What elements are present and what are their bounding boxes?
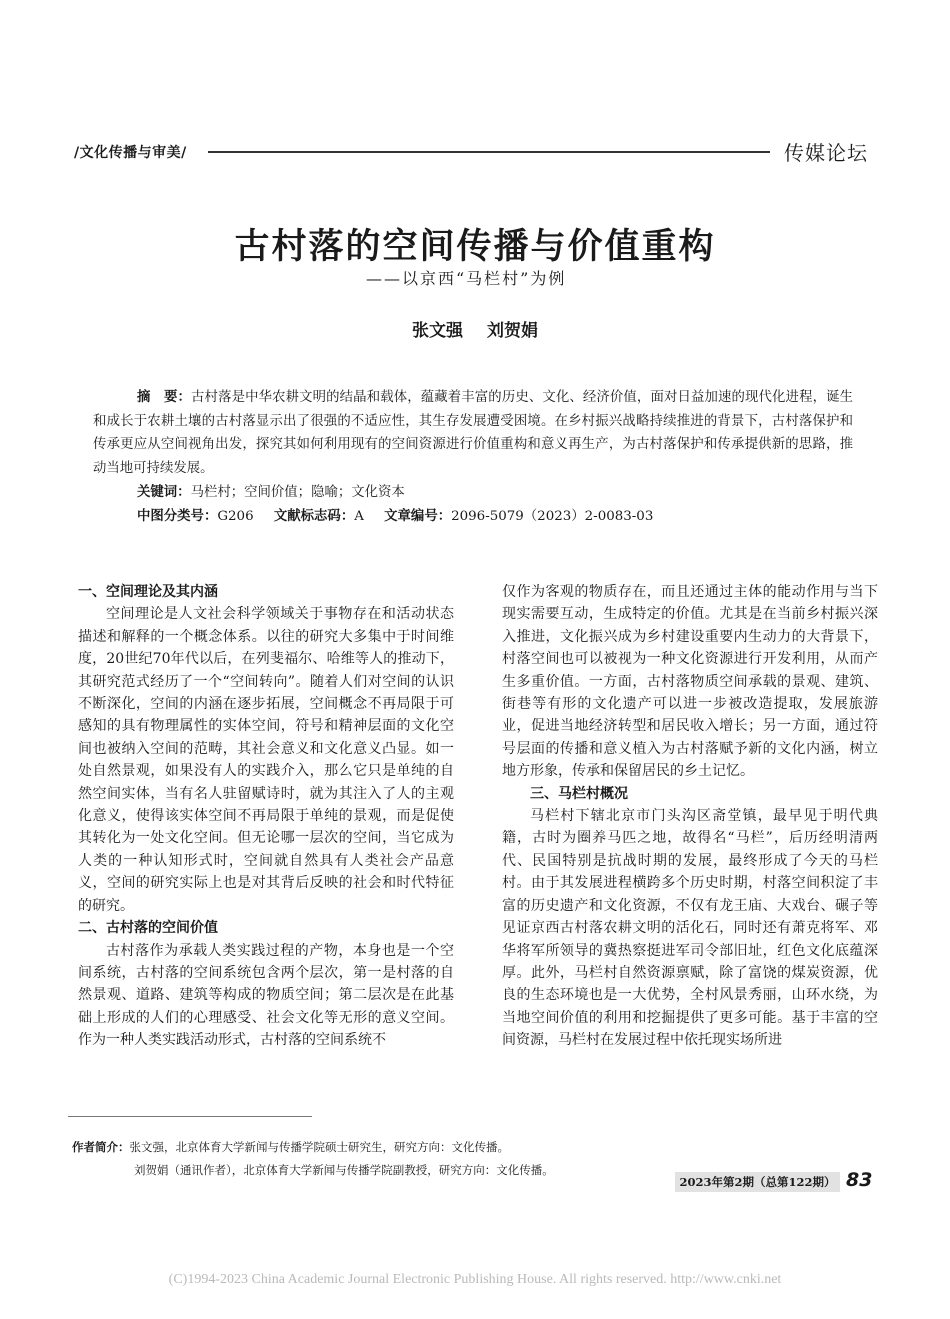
section-heading-1: 一、空间理论及其内涵: [78, 584, 218, 600]
abstract: [93, 386, 853, 480]
article-number-value: 2096-5079（2023）2-0083-03: [451, 509, 654, 524]
abstract-text: 古村落是中华农耕文明的结晶和载体，蕴藏着丰富的历史、文化、经济价值，面对日益加速的现代化进程，诞生和成长于农耕土壤的古村落显示出了很强的不适应性，其生存发展遭受困境。在乡村振兴战略持续推进的背景下，古村落保护和传承更应从空间视角出发，探究其如何利用现有的空间资源进行价值重构和意义再生产，为古村落保护和传承提供新的思路，推动当地可持续发展。: [93, 390, 853, 476]
paragraph-2-continued: 仅作为客观的物质存在，而且还通过主体的能动作用与当下现实需要互动，生成特定的价值。尤其是在当前乡村振兴深入推进，文化振兴成为乡村建设重要内生动力的大背景下，村落空间也可以被视为一种文化资源进行开发利用，从而产生多重价值。一方面，古村落物质空间承载的景观、建筑、街巷等有形的文化遗产可以进一步被改造提取，发展旅游业，促进当地经济转型和居民收入增长；另一方面，通过符号层面的传播和意义植入为古村落赋予新的文化内涵，树立地方形象，传承和保留居民的乡土记忆。: [502, 584, 878, 780]
classification: [137, 505, 653, 524]
article-subtitle: ——以京西“马栏村”为例: [366, 269, 567, 288]
author-notes: [72, 1136, 554, 1182]
clc-label: 中图分类号：: [137, 509, 218, 524]
abstract-label: 摘 要：: [137, 390, 192, 405]
keywords-text: 马栏村；空间价值；隐喻；文化资本: [190, 485, 405, 500]
footnote-rule: [68, 1116, 312, 1117]
keywords-label: 关键词：: [137, 485, 191, 500]
doc-code-label: 文献标志码：: [273, 509, 355, 524]
header-rule: [208, 151, 770, 153]
paragraph-1: 空间理论是人文社会科学领域关于事物存在和活动状态描述和解释的一个概念体系。以往的研究大多集中于时间维度，20世纪70年代以后，在列斐福尔、哈维等人的推动下，其研究范式经历了一个“空间转向”。随着人们对空间的认识不断深化，空间的内涵在逐步拓展，空间概念不再局限于可感知的具有物理属性的实体空间，符号和精神层面的文化空间也被纳入空间的范畴，其社会意义和文化意义凸显。如一处自然景观，如果没有人的实践介入，那么它只是单纯的自然空间实体，当有名人驻留赋诗时，就为其注入了人的主观化意义，使得该实体空间不再局限于单纯的景观，而是促使其转化为一处文化空间。但无论哪一层次的空间，当它成为人类的一种认知形式时，空间就自然具有人类社会产品意义，空间的研究实际上也是对其背后反映的社会和时代特征的研究。: [78, 606, 454, 914]
keywords: [137, 481, 405, 500]
body-column-right: [502, 581, 878, 1052]
author-note-1: 张文强，北京体育大学新闻与传播学院硕士研究生，研究方向：文化传播。: [129, 1140, 509, 1154]
author-notes-label: 作者简介：: [72, 1140, 130, 1154]
paragraph-3: 马栏村下辖北京市门头沟区斋堂镇，最早见于明代典籍，古时为圈养马匹之地，故得名“马栏”，后历经明清两代、民国特别是抗战时期的发展，最终形成了今天的马栏村。由于其发展进程横跨多个历史时期，村落空间积淀了丰富的历史遗产和文化资源，不仅有龙王庙、大戏台、碾子等见证京西古村落农耕文明的活化石，同时还有萧克将军、邓华将军所领导的冀热察挺进军司令部旧址，红色文化底蕴深厚。此外，马栏村自然资源禀赋，除了富饶的煤炭资源，优良的生态环境也是一大优势，全村风景秀丽，山环水绕，为当地空间价值的利用和挖掘提供了更多可能。基于丰富的空间资源，马栏村在发展过程中依托现实场所进: [502, 808, 878, 1049]
section-label: /文化传播与审美/: [74, 145, 187, 161]
article-authors: 张文强 刘贺娟: [412, 321, 538, 341]
copyright-notice: (C)1994-2023 China Academic Journal Electronic Publishing House. All rights reserved. http://www.cnki.net: [168, 1272, 782, 1287]
section-heading-3: 三、马栏村概况: [530, 785, 628, 802]
paragraph-2: 古村落作为承载人类实践过程的产物，本身也是一个空间系统，古村落的空间系统包含两个层次，第一是村落的自然景观、道路、建筑等构成的物质空间；第二层次是在此基础上形成的人们的心理感受、社会文化等无形的意义空间。作为一种人类实践活动形式，古村落的空间系统不: [78, 942, 454, 1049]
clc-value: G206: [217, 509, 254, 524]
author-note-2: 刘贺娟（通讯作者），北京体育大学新闻与传播学院副教授，研究方向：文化传播。: [134, 1163, 554, 1177]
article-title: 古村落的空间传播与价值重构: [234, 226, 716, 267]
page-number: 83: [846, 1169, 873, 1191]
doc-code-value: A: [354, 509, 364, 524]
section-heading-2: 二、古村落的空间价值: [78, 920, 218, 937]
article-number-label: 文章编号：: [384, 509, 452, 524]
journal-name: 传媒论坛: [784, 141, 868, 165]
issue-info: 2023年第2期（总第122期）: [675, 1172, 840, 1192]
body-column-left: [78, 581, 454, 1052]
